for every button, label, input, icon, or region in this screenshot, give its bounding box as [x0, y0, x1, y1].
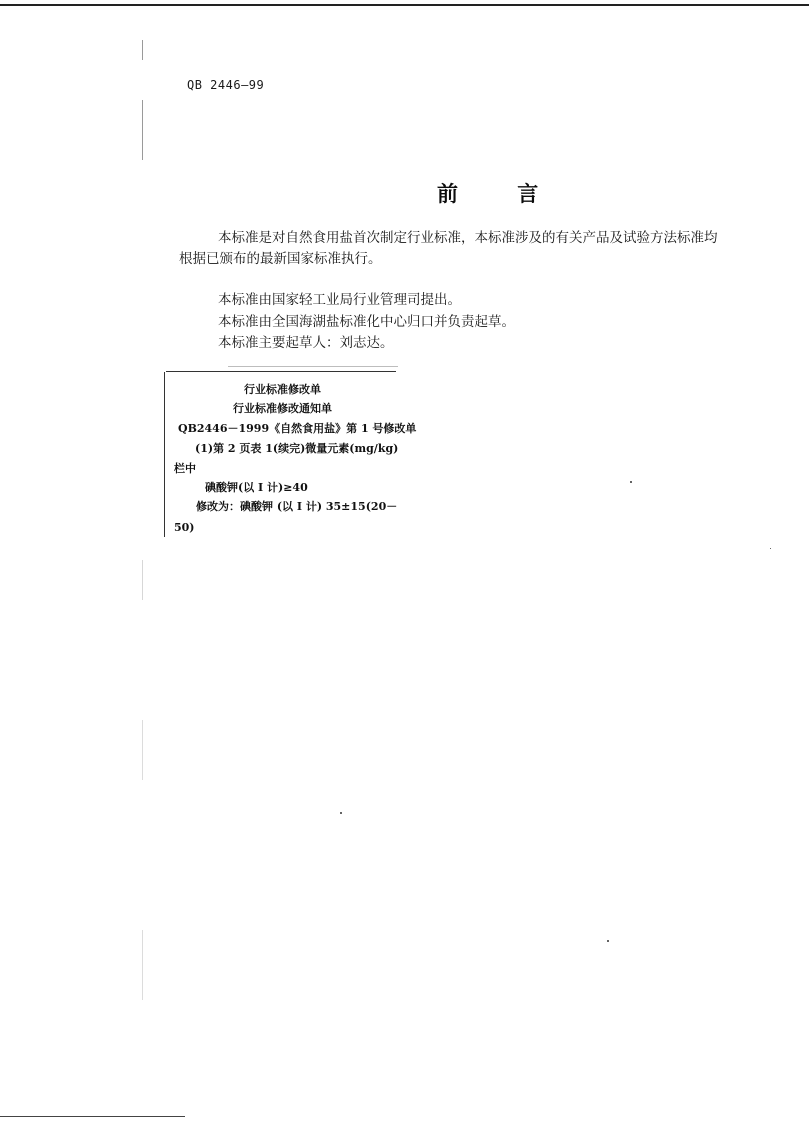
scan-speck: [770, 548, 771, 549]
top-border-rule: [0, 4, 809, 6]
bottom-border-rule: [0, 1116, 185, 1117]
binding-margin-mark: [142, 720, 143, 780]
scan-speck: [630, 481, 632, 483]
amendment-modified-value: 50): [174, 521, 195, 534]
preface-paragraph-line: 本标准是对自然食用盐首次制定行业标准，本标准涉及的有关产品及试验方法标准均: [218, 230, 718, 246]
amendment-subheading: 行业标准修改通知单: [233, 402, 332, 415]
amendment-slip-top-border: [166, 371, 396, 372]
amendment-heading: 行业标准修改单: [244, 383, 321, 396]
amendment-slip-edge: [228, 366, 398, 367]
binding-margin-mark: [142, 560, 143, 600]
binding-margin-mark: [142, 40, 143, 60]
amendment-original-value: 碘酸钾(以 I 计)≥40: [205, 481, 308, 494]
standard-code: QB 2446—99: [187, 78, 265, 92]
amendment-item-line: (1)第 2 页表 1(续完)微量元素(mg/kg): [195, 442, 399, 455]
amendment-slip-left-border: [164, 372, 165, 537]
scan-speck: [340, 812, 342, 814]
preface-paragraph: 本标准主要起草人：刘志达。: [218, 335, 394, 351]
preface-paragraph-line: 根据已颁布的最新国家标准执行。: [179, 251, 382, 267]
scan-speck: [607, 940, 609, 942]
amendment-item-line: 栏中: [174, 462, 196, 475]
amendment-reference: QB2446－1999《自然食用盐》第 1 号修改单: [178, 422, 417, 435]
preface-paragraph: 本标准由国家轻工业局行业管理司提出。: [218, 292, 461, 308]
amendment-modified-value: 修改为：碘酸钾 (以 I 计) 35±15(20－: [196, 500, 398, 513]
binding-margin-mark: [142, 100, 143, 160]
preface-title: 前 言: [437, 182, 565, 206]
preface-paragraph: 本标准由全国海湖盐标准化中心归口并负责起草。: [218, 314, 515, 330]
binding-margin-mark: [142, 930, 143, 1000]
